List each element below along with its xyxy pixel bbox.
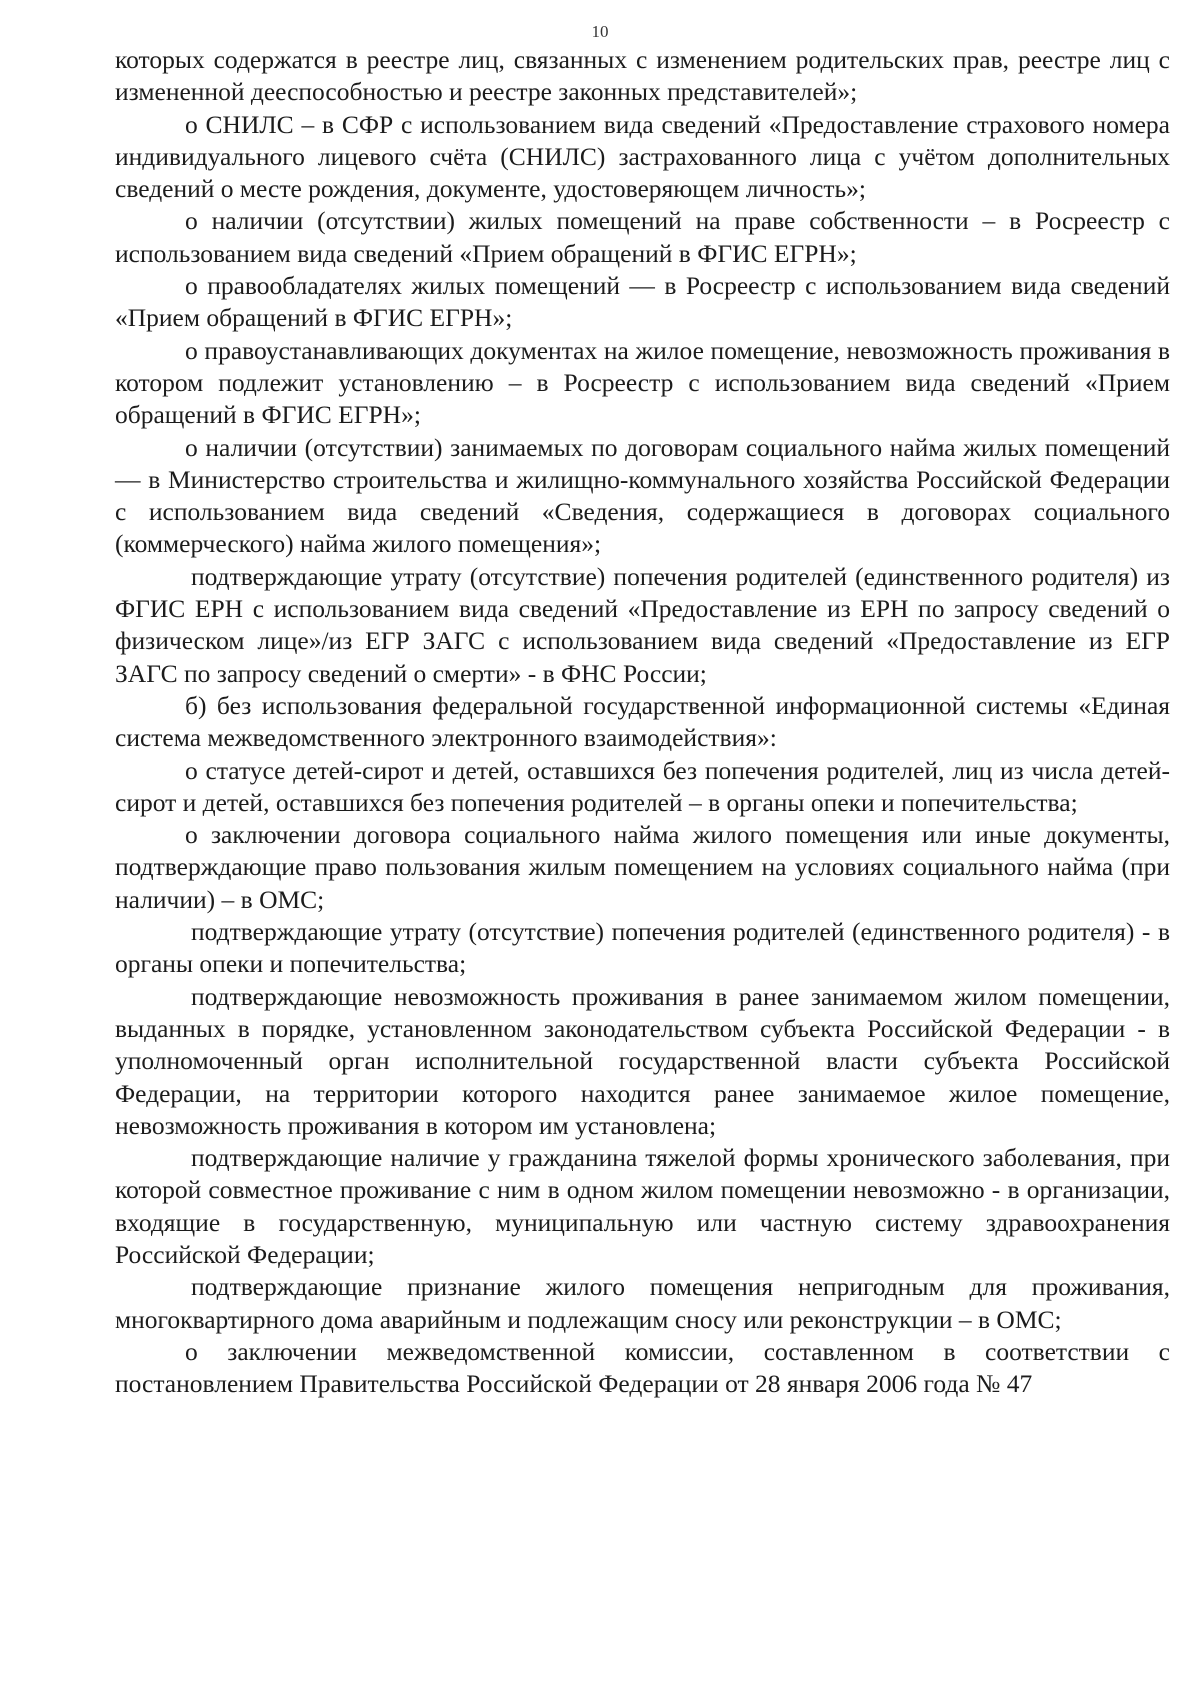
paragraph-1: которых содержатся в реестре лиц, связанных с изменением родительских прав, реестре лиц с измененной дееспособностью и реестре законных представителей»; [115,45,1170,107]
paragraph-13: подтверждающие наличие у гражданина тяжелой формы хронического заболевания, при которой совместное проживание с ним в одном жилом помещении невозможно - в организации, входящие в государственную, муниципальную или частную систему здравоохранения Российской Федерации; [115,1143,1170,1269]
page-number: 10 [591,22,609,41]
paragraph-2: о СНИЛС – в СФР с использованием вида сведений «Предоставление страхового номера индивидуального лицевого счёта (СНИЛС) застрахованного лица с учётом дополнительных сведений о месте рождения, документе, удостоверяющем личность»; [115,109,1170,204]
paragraph-7: подтверждающие утрату (отсутствие) попечения родителей (единственного родителя) из ФГИС ЕРН с использованием вида сведений «Предоставление из ЕРН по запросу сведений о физическом лице»/из ЕГР ЗАГС с использованием вида сведений «Предоставление из ЕГР ЗАГС по запросу сведений о смерти» - в ФНС России; [115,561,1170,688]
paragraph-4: о правообладателях жилых помещений — в Росреестр с использованием вида сведений «Прием обращений в ФГИС ЕГРН»; [115,271,1170,333]
paragraph-10: о заключении договора социального найма жилого помещения или иные документы, подтверждающие право пользования жилым помещением на условиях социального найма (при наличии) – в ОМС; [115,820,1170,914]
paragraph-15: о заключении межведомственной комиссии, составленном в соответствии с постановлением Правительства Российской Федерации от 28 января 2006 года № 47 [115,1336,1170,1399]
paragraph-3: о наличии (отсутствии) жилых помещений на праве собственности – в Росреестр с использованием вида сведений «Прием обращений в ФГИС ЕГРН»; [115,206,1170,268]
paragraph-12: подтверждающие невозможность проживания в ранее занимаемом жилом помещении, выданных в порядке, установленном законодательством субъекта Российской Федерации - в уполномоченный орган исполнительной государственной власти субъекта Российской Федерации, на территории которого находится ранее занимаемое жилое помещение, невозможность проживания в котором им установлена; [115,981,1170,1140]
paragraph-8: б) без использования федеральной государственной информационной системы «Единая система межведомственного электронного взаимодействия»: [115,690,1170,753]
paragraph-14: подтверждающие признание жилого помещения непригодным для проживания, многоквартирного дома аварийным и подлежащим сносу или реконструкции – в ОМС; [115,1272,1170,1334]
paragraph-9: о статусе детей-сирот и детей, оставшихся без попечения родителей, лиц из числа детей-сирот и детей, оставшихся без попечения родителей – в органы опеки и попечительства; [115,755,1170,817]
document-body [115,44,1170,1400]
paragraph-6: о наличии (отсутствии) занимаемых по договорам социального найма жилых помещений — в Министерство строительства и жилищно-коммунального хозяйства Российской Федерации с использованием вида сведений «Сведения, содержащиеся в договорах социального (коммерческого) найма жилого помещения»; [115,432,1170,559]
paragraph-11: подтверждающие утрату (отсутствие) попечения родителей (единственного родителя) - в органы опеки и попечительства; [115,917,1170,979]
paragraph-5: о правоустанавливающих документах на жилое помещение, невозможность проживания в котором подлежит установлению – в Росреестр с использованием вида сведений «Прием обращений в ФГИС ЕГРН»; [115,335,1170,430]
